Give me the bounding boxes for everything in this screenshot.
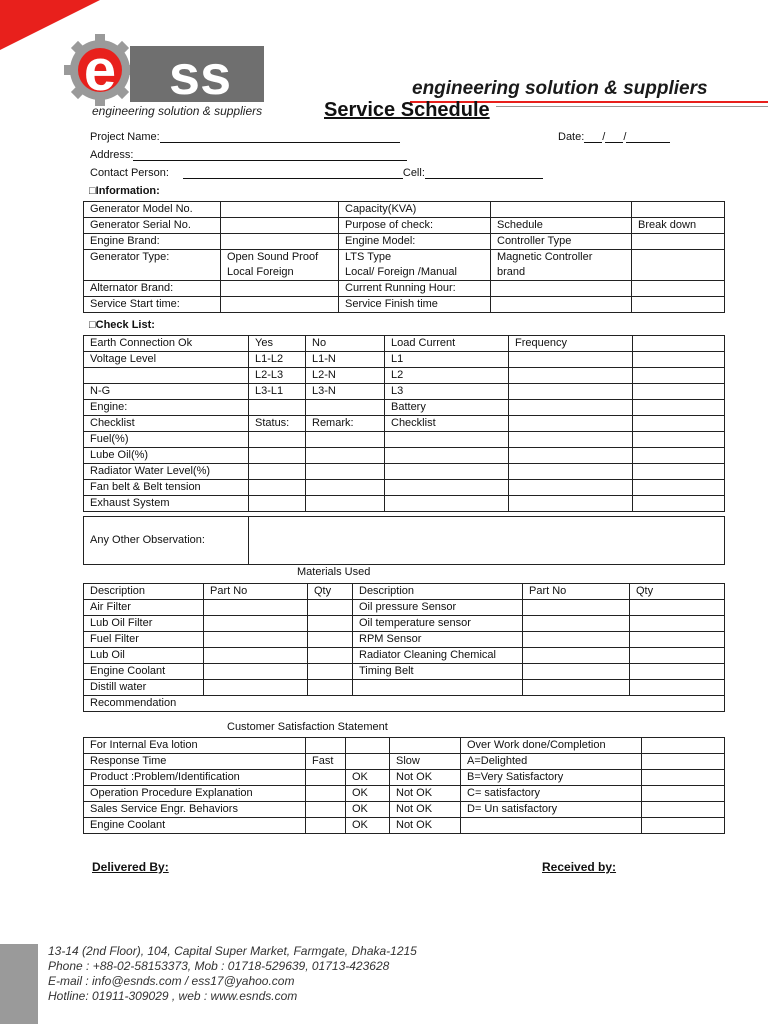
input-cell[interactable] bbox=[306, 770, 346, 786]
table-row bbox=[84, 234, 725, 250]
table-cell: B=Very Satisfactory bbox=[461, 770, 642, 786]
table-cell: Frequency bbox=[509, 336, 633, 352]
table-cell: Voltage Level bbox=[84, 352, 249, 368]
contact-person-line bbox=[183, 167, 403, 179]
table-cell: Capacity(KVA) bbox=[339, 202, 491, 218]
table-row bbox=[84, 297, 725, 313]
table-cell: OK bbox=[346, 802, 390, 818]
input-cell[interactable] bbox=[346, 738, 390, 754]
table-cell: A=Delighted bbox=[461, 754, 642, 770]
input-cell[interactable] bbox=[204, 664, 308, 680]
table-row bbox=[84, 616, 725, 632]
input-cell[interactable] bbox=[633, 448, 725, 464]
input-cell[interactable] bbox=[642, 818, 725, 834]
footer-bar bbox=[0, 944, 38, 1024]
table-cell: L3-L1 bbox=[249, 384, 306, 400]
input-cell[interactable] bbox=[306, 480, 385, 496]
table-cell: N-G bbox=[84, 384, 249, 400]
table-cell: Schedule bbox=[491, 218, 632, 234]
table-cell: Current Running Hour: bbox=[339, 281, 491, 297]
table-cell: Remark: bbox=[306, 416, 385, 432]
table-row bbox=[84, 802, 725, 818]
table-cell: Qty bbox=[308, 584, 353, 600]
input-cell[interactable] bbox=[491, 202, 632, 218]
input-cell[interactable] bbox=[306, 464, 385, 480]
table-cell: LTS Type Local/ Foreign /Manual bbox=[339, 250, 491, 281]
input-cell[interactable] bbox=[249, 432, 306, 448]
input-cell[interactable] bbox=[353, 680, 523, 696]
input-cell[interactable] bbox=[633, 432, 725, 448]
input-cell[interactable] bbox=[633, 384, 725, 400]
input-cell[interactable] bbox=[632, 297, 725, 313]
input-cell[interactable] bbox=[308, 648, 353, 664]
input-cell[interactable] bbox=[308, 600, 353, 616]
input-cell[interactable] bbox=[385, 480, 509, 496]
input-cell[interactable] bbox=[523, 680, 630, 696]
table-cell: RPM Sensor bbox=[353, 632, 523, 648]
table-cell: Generator Serial No. bbox=[84, 218, 221, 234]
table-cell: L2-L3 bbox=[249, 368, 306, 384]
cell-label: Cell: bbox=[402, 167, 425, 179]
table-cell: Distill water bbox=[84, 680, 204, 696]
input-cell[interactable] bbox=[633, 368, 725, 384]
table-cell: Generator Model No. bbox=[84, 202, 221, 218]
input-cell[interactable] bbox=[306, 738, 346, 754]
table-cell: Fast bbox=[306, 754, 346, 770]
contact-person-label: Contact Person: bbox=[90, 167, 169, 179]
table-row bbox=[84, 754, 725, 770]
satisfaction-table bbox=[83, 737, 725, 834]
input-cell[interactable] bbox=[385, 464, 509, 480]
table-cell: Earth Connection Ok bbox=[84, 336, 249, 352]
date-field[interactable]: Date: / / bbox=[558, 131, 670, 143]
input-cell[interactable] bbox=[308, 680, 353, 696]
table-cell: Lub Oil bbox=[84, 648, 204, 664]
table-row bbox=[84, 352, 725, 368]
table-row bbox=[84, 218, 725, 234]
table-cell: Controller Type bbox=[491, 234, 632, 250]
input-cell[interactable] bbox=[632, 202, 725, 218]
table-row bbox=[84, 250, 725, 281]
table-cell: D= Un satisfactory bbox=[461, 802, 642, 818]
input-cell[interactable] bbox=[633, 336, 725, 352]
check-list-heading: □Check List: bbox=[89, 319, 155, 331]
table-cell: C= satisfactory bbox=[461, 786, 642, 802]
contact-person-field[interactable] bbox=[90, 167, 543, 179]
table-cell: Engine Coolant bbox=[84, 818, 306, 834]
input-cell[interactable] bbox=[221, 202, 339, 218]
input-cell[interactable] bbox=[306, 818, 346, 834]
input-cell[interactable] bbox=[633, 496, 725, 512]
page-title: Service Schedule bbox=[324, 99, 490, 121]
input-cell[interactable] bbox=[630, 632, 725, 648]
table-row bbox=[84, 416, 725, 432]
input-cell[interactable] bbox=[249, 448, 306, 464]
input-cell[interactable] bbox=[249, 400, 306, 416]
table-row bbox=[84, 202, 725, 218]
table-cell: Fuel(%) bbox=[84, 432, 249, 448]
table-cell: L2 bbox=[385, 368, 509, 384]
table-cell: Not OK bbox=[390, 786, 461, 802]
table-cell: For Internal Eva lotion bbox=[84, 738, 306, 754]
input-cell[interactable] bbox=[642, 770, 725, 786]
input-cell[interactable] bbox=[221, 281, 339, 297]
table-cell: L1-N bbox=[306, 352, 385, 368]
footer-contact bbox=[48, 944, 417, 1004]
input-cell[interactable] bbox=[306, 448, 385, 464]
input-cell[interactable] bbox=[632, 250, 725, 281]
table-cell: No bbox=[306, 336, 385, 352]
table-cell: Engine: bbox=[84, 400, 249, 416]
input-cell[interactable] bbox=[461, 818, 642, 834]
table-row bbox=[84, 384, 725, 400]
table-cell: Part No bbox=[523, 584, 630, 600]
table-cell: Checklist bbox=[385, 416, 509, 432]
received-by-label: Received by: bbox=[542, 860, 617, 874]
footer-email: E-mail : info@esnds.com / ess17@yahoo.com bbox=[48, 974, 295, 988]
input-cell[interactable] bbox=[509, 384, 633, 400]
table-cell: Oil pressure Sensor bbox=[353, 600, 523, 616]
information-table bbox=[83, 201, 725, 313]
table-row bbox=[84, 464, 725, 480]
input-cell[interactable] bbox=[509, 464, 633, 480]
table-cell: Over Work done/Completion bbox=[461, 738, 642, 754]
input-cell[interactable] bbox=[630, 600, 725, 616]
input-cell[interactable] bbox=[204, 648, 308, 664]
input-cell[interactable] bbox=[642, 754, 725, 770]
company-tagline: engineering solution & suppliers bbox=[412, 78, 708, 99]
input-cell[interactable] bbox=[221, 234, 339, 250]
table-cell: Fan belt & Belt tension bbox=[84, 480, 249, 496]
table-cell: Checklist bbox=[84, 416, 249, 432]
table-cell: Air Filter bbox=[84, 600, 204, 616]
materials-table bbox=[83, 583, 725, 712]
table-cell: Response Time bbox=[84, 754, 306, 770]
input-cell[interactable] bbox=[509, 448, 633, 464]
table-row bbox=[84, 600, 725, 616]
table-row bbox=[84, 432, 725, 448]
check-list-table bbox=[83, 335, 725, 512]
table-row bbox=[84, 648, 725, 664]
input-cell[interactable] bbox=[630, 680, 725, 696]
table-cell: Battery bbox=[385, 400, 509, 416]
table-row bbox=[84, 448, 725, 464]
table-cell: Lub Oil Filter bbox=[84, 616, 204, 632]
table-cell: Description bbox=[84, 584, 204, 600]
input-cell[interactable] bbox=[642, 802, 725, 818]
recommendation-row bbox=[84, 696, 725, 712]
table-cell: Qty bbox=[630, 584, 725, 600]
table-cell: Load Current bbox=[385, 336, 509, 352]
input-cell[interactable] bbox=[523, 616, 630, 632]
project-name-field[interactable] bbox=[90, 131, 400, 143]
table-cell: Engine Brand: bbox=[84, 234, 221, 250]
input-cell[interactable] bbox=[509, 480, 633, 496]
input-cell[interactable] bbox=[84, 368, 249, 384]
input-cell[interactable] bbox=[308, 664, 353, 680]
table-cell: L3 bbox=[385, 384, 509, 400]
table-cell: Break down bbox=[632, 218, 725, 234]
input-cell[interactable] bbox=[632, 234, 725, 250]
input-cell[interactable] bbox=[308, 632, 353, 648]
input-cell[interactable] bbox=[523, 632, 630, 648]
table-row bbox=[84, 480, 725, 496]
input-cell[interactable] bbox=[346, 754, 390, 770]
input-cell[interactable] bbox=[306, 400, 385, 416]
table-row bbox=[84, 786, 725, 802]
table-cell: OK bbox=[346, 770, 390, 786]
table-cell: Not OK bbox=[390, 818, 461, 834]
input-cell[interactable] bbox=[509, 368, 633, 384]
input-cell[interactable] bbox=[249, 496, 306, 512]
input-cell[interactable] bbox=[390, 738, 461, 754]
input-cell[interactable] bbox=[204, 616, 308, 632]
table-cell: L1-L2 bbox=[249, 352, 306, 368]
project-name-label: Project Name: bbox=[90, 131, 160, 143]
cell-line bbox=[425, 167, 543, 179]
input-cell[interactable] bbox=[630, 648, 725, 664]
input-cell[interactable] bbox=[221, 218, 339, 234]
input-cell[interactable] bbox=[509, 416, 633, 432]
table-cell: Sales Service Engr. Behaviors bbox=[84, 802, 306, 818]
header-rule-gray bbox=[496, 106, 768, 107]
input-cell[interactable] bbox=[385, 432, 509, 448]
input-cell[interactable] bbox=[491, 281, 632, 297]
input-cell[interactable] bbox=[642, 738, 725, 754]
table-cell: Timing Belt bbox=[353, 664, 523, 680]
input-cell[interactable] bbox=[523, 648, 630, 664]
other-observation-label: Any Other Observation: bbox=[84, 517, 249, 565]
input-cell[interactable] bbox=[491, 297, 632, 313]
footer-address: 13-14 (2nd Floor), 104, Capital Super Market, Farmgate, Dhaka-1215 bbox=[48, 944, 417, 958]
input-cell[interactable] bbox=[249, 464, 306, 480]
address-field[interactable] bbox=[90, 149, 407, 161]
recommendation-label: Recommendation bbox=[84, 696, 725, 712]
table-cell: L1 bbox=[385, 352, 509, 368]
logo-text-rest: ss bbox=[168, 43, 232, 106]
table-cell: Exhaust System bbox=[84, 496, 249, 512]
table-cell: Alternator Brand: bbox=[84, 281, 221, 297]
input-cell[interactable] bbox=[523, 600, 630, 616]
input-cell[interactable] bbox=[633, 464, 725, 480]
input-cell[interactable] bbox=[385, 448, 509, 464]
table-row bbox=[84, 738, 725, 754]
other-observation-table bbox=[83, 516, 725, 565]
input-cell[interactable] bbox=[249, 480, 306, 496]
table-cell: Not OK bbox=[390, 802, 461, 818]
logo-text: e bbox=[83, 38, 117, 103]
table-row bbox=[84, 368, 725, 384]
table-row bbox=[84, 584, 725, 600]
table-row bbox=[84, 496, 725, 512]
input-cell[interactable] bbox=[630, 616, 725, 632]
input-cell[interactable] bbox=[523, 664, 630, 680]
table-cell: Status: bbox=[249, 416, 306, 432]
input-cell[interactable] bbox=[642, 786, 725, 802]
footer-phone: Phone : +88-02-58153373, Mob : 01718-529639, 01713-423628 bbox=[48, 959, 390, 973]
input-cell[interactable] bbox=[221, 297, 339, 313]
input-cell[interactable] bbox=[509, 496, 633, 512]
table-cell: Lube Oil(%) bbox=[84, 448, 249, 464]
input-cell[interactable] bbox=[385, 496, 509, 512]
table-cell: Description bbox=[353, 584, 523, 600]
table-row bbox=[84, 818, 725, 834]
input-cell[interactable] bbox=[306, 496, 385, 512]
input-cell[interactable] bbox=[633, 400, 725, 416]
input-cell[interactable] bbox=[633, 416, 725, 432]
table-cell: Engine Model: bbox=[339, 234, 491, 250]
table-row bbox=[84, 664, 725, 680]
input-cell[interactable] bbox=[308, 616, 353, 632]
table-cell: Slow bbox=[390, 754, 461, 770]
table-cell: Operation Procedure Explanation bbox=[84, 786, 306, 802]
table-cell: Part No bbox=[204, 584, 308, 600]
address-label: Address: bbox=[90, 149, 134, 161]
table-cell: Radiator Cleaning Chemical bbox=[353, 648, 523, 664]
input-cell[interactable] bbox=[204, 600, 308, 616]
logo-subtitle: engineering solution & suppliers bbox=[92, 104, 263, 118]
table-cell: Radiator Water Level(%) bbox=[84, 464, 249, 480]
address-line bbox=[133, 149, 407, 161]
table-cell: Oil temperature sensor bbox=[353, 616, 523, 632]
delivered-by-label: Delivered By: bbox=[92, 860, 169, 874]
table-row bbox=[84, 336, 725, 352]
other-observation-input[interactable] bbox=[249, 517, 725, 565]
satisfaction-caption: Customer Satisfaction Statement bbox=[227, 721, 388, 733]
table-row bbox=[84, 281, 725, 297]
project-name-line bbox=[160, 131, 400, 143]
table-cell: Product :Problem/Identification bbox=[84, 770, 306, 786]
input-cell[interactable] bbox=[204, 680, 308, 696]
input-cell[interactable] bbox=[306, 432, 385, 448]
table-row bbox=[84, 680, 725, 696]
table-cell: L3-N bbox=[306, 384, 385, 400]
input-cell[interactable] bbox=[306, 786, 346, 802]
table-cell: OK bbox=[346, 786, 390, 802]
table-cell: Yes bbox=[249, 336, 306, 352]
information-heading: □Information: bbox=[89, 185, 160, 197]
table-cell: L2-N bbox=[306, 368, 385, 384]
input-cell[interactable] bbox=[630, 664, 725, 680]
input-cell[interactable] bbox=[509, 352, 633, 368]
materials-caption: Materials Used bbox=[297, 566, 371, 578]
input-cell[interactable] bbox=[306, 802, 346, 818]
input-cell[interactable] bbox=[632, 281, 725, 297]
input-cell[interactable] bbox=[509, 432, 633, 448]
table-cell: Generator Type: bbox=[84, 250, 221, 281]
footer-hotline: Hotline: 01911-309029 , web : www.esnds.com bbox=[48, 989, 298, 1003]
table-row bbox=[84, 632, 725, 648]
table-cell: Purpose of check: bbox=[339, 218, 491, 234]
input-cell[interactable] bbox=[633, 352, 725, 368]
table-cell: Not OK bbox=[390, 770, 461, 786]
table-cell: OK bbox=[346, 818, 390, 834]
input-cell[interactable] bbox=[509, 400, 633, 416]
table-row bbox=[84, 770, 725, 786]
table-cell: Service Finish time bbox=[339, 297, 491, 313]
table-cell: Magnetic Controller brand bbox=[491, 250, 632, 281]
table-cell: Fuel Filter bbox=[84, 632, 204, 648]
input-cell[interactable] bbox=[633, 480, 725, 496]
table-cell: Service Start time: bbox=[84, 297, 221, 313]
date-label: Date: bbox=[558, 131, 585, 143]
table-cell: Engine Coolant bbox=[84, 664, 204, 680]
input-cell[interactable] bbox=[204, 632, 308, 648]
table-row bbox=[84, 400, 725, 416]
table-cell: Open Sound Proof Local Foreign bbox=[221, 250, 339, 281]
